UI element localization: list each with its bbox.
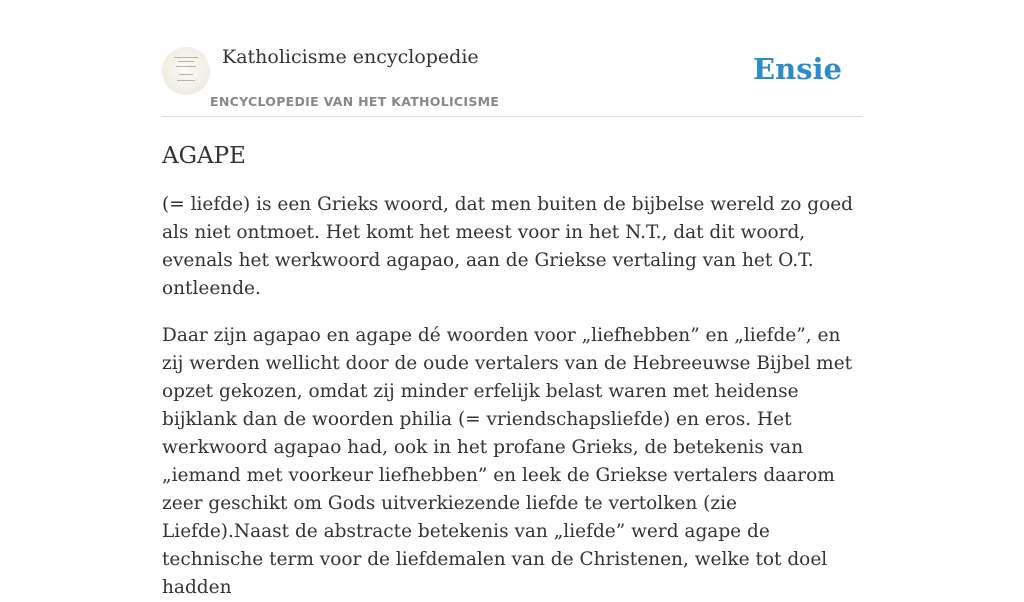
article-paragraph: Daar zijn agapao en agape dé woorden voor „liefhebben” en „liefde”, en zij werden wellicht door de oude vertalers van de Hebreeuwse Bijbel met opzet gekozen, omdat zij minder erfelijk belast waren met heidense bijklank dan de woorden philia (= vriendschapsliefde) en eros. Het werkwoord agapao had, ook in het profane Grieks, de betekenis van „iemand met voorkeur liefhebben” en leek de Griekse vertalers daarom zeer geschikt om Gods uitverkiezende liefde te vertolken (zie Liefde).Naast de abstracte betekenis van „liefde” werd agape de technische term voor de liefdemalen van de Christenen, welke tot doel hadden (162, 325, 853, 598)
brand-logo-link[interactable]: Ensie (753, 52, 842, 86)
site-header (162, 0, 862, 117)
article-paragraph: (= liefde) is een Grieks woord, dat men buiten de bijbelse wereld zo goed als niet ontmoet. Het komt het meest voor in het N.T., dat dit woord, evenals het werkwoord agapao, aan de Griekse vertaling van het O.T. ontleende. (162, 194, 854, 299)
site-subtitle: ENCYCLOPEDIE VAN HET KATHOLICISME (210, 94, 500, 109)
page (162, 0, 862, 602)
book-cover-icon[interactable] (162, 47, 210, 95)
site-title[interactable]: Katholicisme encyclopedie (222, 46, 479, 68)
article-title: AGAPE (162, 143, 246, 169)
